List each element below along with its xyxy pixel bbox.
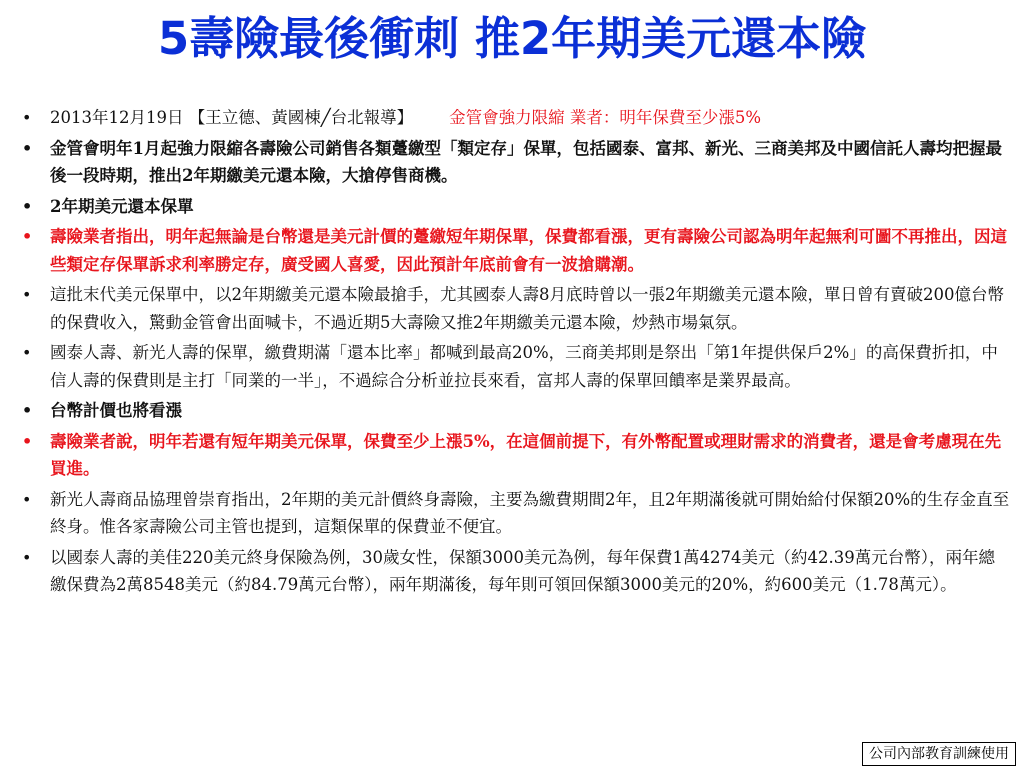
list-item-popular-policy [18, 281, 1010, 336]
bullet-icon: • [22, 431, 33, 451]
list-item-example [18, 544, 1010, 599]
bullet-icon: • [22, 547, 32, 567]
list-item-intro [18, 135, 1010, 190]
headline-highlight: 金管會強力限縮 業者：明年保費至少漲5% [449, 108, 762, 127]
list-item-text: 以國泰人壽的美佳220美元終身保險為例，30歲女性，保額3000美元為例，每年保費1萬4274美元（約42.39萬元台幣），兩年總繳保費為2萬8548美元（約84.79萬元台幣），兩年期滿後，每年則可領回保額3000美元的20%，約600美元（1.78萬元）。 [50, 547, 995, 594]
list-item-text: 國泰人壽、新光人壽的保單，繳費期滿「還本比率」都喊到最高20%，三商美邦則是祭出「第1年提供保戶2%」的高保費折扣，中信人壽的保費則是主打「同業的一半」，不過綜合分析並拉長來看，富邦人壽的保單回饋率是業界最高。 [50, 343, 998, 390]
bullet-icon: • [22, 285, 32, 304]
dateline-text: 2013年12月19日 【王立德、黃國棟╱台北報導】 [50, 108, 414, 127]
list-item-text: 台幣計價也將看漲 [50, 401, 182, 420]
list-item-text: 2年期美元還本保單 [50, 196, 194, 216]
bullet-icon: • [22, 401, 33, 420]
list-item-text: 新光人壽商品協理曾崇育指出，2年期的美元計價終身壽險，主要為繳費期間2年，且2年期滿後就可開始給付保額20%的生存金直至終身。惟各家壽險公司主管也提到，這類保單的保費並不便宜。 [50, 489, 1010, 536]
bullet-icon: • [22, 196, 33, 216]
list-item-date-source [18, 104, 1010, 132]
bullet-icon: • [22, 138, 33, 158]
internal-use-badge: 公司內部教育訓練使用 [862, 742, 1016, 766]
list-item-subheading-twd [18, 397, 1010, 425]
bullet-icon: • [22, 343, 32, 362]
list-item-text: 壽險業者說，明年若還有短年期美元保單，保費至少上漲5%，在這個前提下，有外幣配置或理財需求的消費者，還是會考慮現在先買進。 [50, 431, 1002, 478]
slide-title: 5壽險最後衝刺 推2年期美元還本險 [157, 12, 867, 65]
list-item-insurer-note [18, 223, 1010, 278]
list-item-text: 這批末代美元保單中，以2年期繳美元還本險最搶手，尤其國泰人壽8月底時曾以一張2年期繳美元還本險，單日曾有賣破200億台幣的保費收入，驚動金管會出面喊卡，不過近期5大壽險又推2年期繳美元還本險，炒熱市場氣氛。 [50, 285, 1004, 332]
list-item-subheading-usd [18, 193, 1010, 221]
bullet-icon: • [22, 227, 33, 246]
bullet-icon: • [22, 489, 32, 509]
list-item-product-detail [18, 486, 1010, 541]
bullet-icon: • [22, 108, 32, 127]
bullet-list [18, 104, 1010, 602]
list-item-price-rise [18, 428, 1010, 483]
list-item-text: 壽險業者指出，明年起無論是台幣還是美元計價的躉繳短年期保單，保費都看漲，更有壽險公司認為明年起無利可圖不再推出，因這些類定存保單訴求利率勝定存，廣受國人喜愛，因此預計年底前會有一波搶購潮。 [50, 227, 1007, 274]
list-item-text: 金管會明年1月起強力限縮各壽險公司銷售各類躉繳型「類定存」保單，包括國泰、富邦、新光、三商美邦及中國信託人壽均把握最後一段時期，推出2年期繳美元還本險，大搶停售商機。 [50, 138, 1002, 185]
list-item-comparison [18, 339, 1010, 394]
